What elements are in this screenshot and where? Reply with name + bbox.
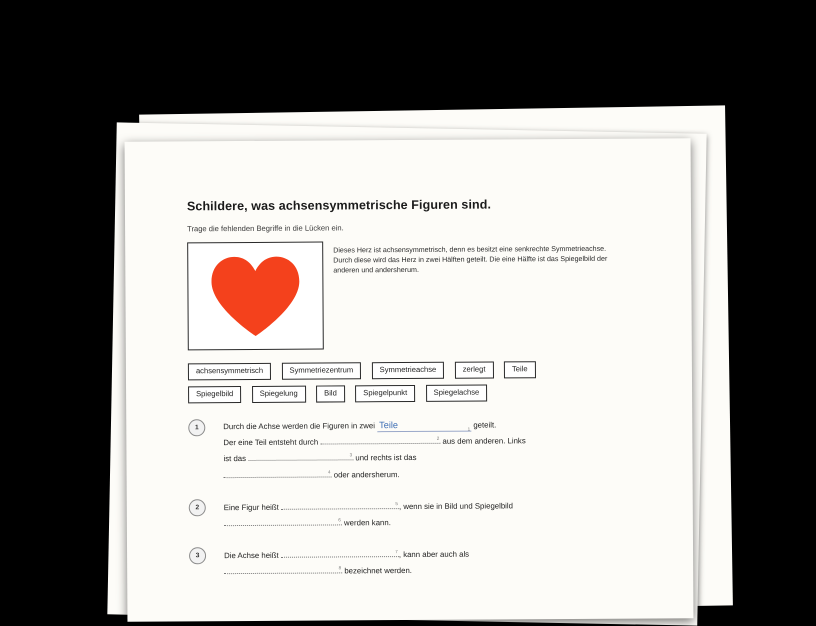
word-chip-bild[interactable]: Bild (316, 385, 345, 402)
word-chip-teile[interactable]: Teile (504, 361, 536, 378)
word-chip-spiegelpunkt[interactable]: Spiegelpunkt (355, 385, 415, 402)
task-1-text-d: aus dem anderen. Links (440, 436, 526, 447)
word-bank-row-1 (188, 361, 628, 382)
answer-field-8[interactable] (224, 563, 342, 575)
worksheet-content (125, 138, 694, 621)
word-chip-symmetriezentrum[interactable]: Symmetriezentrum (281, 362, 361, 379)
figure-box (187, 242, 324, 351)
task-3-text-b: , kann aber auch als (398, 549, 470, 560)
task-1-text-f: und rechts ist das (353, 453, 417, 463)
answer-field-1-value: Teile (379, 420, 399, 431)
blank-marker-4: 4 (327, 469, 331, 475)
task-number-badge: 3 (189, 547, 206, 564)
blank-marker-5: 5 (395, 500, 398, 506)
instruction-text: Trage die fehlenden Begriffe in die Lücken ein. (187, 223, 344, 234)
heart-icon (188, 243, 323, 350)
worksheet-page (125, 138, 694, 621)
figure-caption-line-1: Dieses Herz ist achsensymmetrisch, denn es besitzt eine senkrechte Symmetrieachse. (333, 244, 607, 255)
word-bank-row-2 (188, 384, 628, 405)
task-text (224, 545, 659, 580)
task-1-text-a: Durch die Achse werden die Figuren in zwei (223, 421, 378, 432)
blank-marker-7: 7 (395, 549, 398, 555)
task-text (224, 496, 659, 531)
blank-marker-2: 2 (436, 436, 440, 442)
task-2-text-a: Eine Figur heißt (223, 502, 282, 512)
task-3-text-a: Die Achse heißt (224, 551, 281, 561)
word-chip-zerlegt[interactable]: zerlegt (455, 361, 494, 378)
answer-field-7[interactable] (281, 546, 399, 558)
blank-marker-1: 1 (467, 426, 471, 432)
page-title: Schildere, was achsensymmetrische Figuren sind. (186, 197, 492, 214)
figure-caption (333, 244, 623, 276)
blank-marker-3: 3 (349, 452, 353, 458)
answer-field-2[interactable] (320, 433, 440, 445)
figure-caption-line-2: Durch diese wird das Herz in zwei Hälften geteilt. Die eine Hälfte ist das Spiegelbild der anderen und andersherum. (333, 254, 608, 275)
task-2-text-c: werden kann. (341, 518, 391, 528)
task-item (189, 545, 659, 580)
word-chip-spiegelbild[interactable]: Spiegelbild (188, 386, 241, 403)
answer-field-6[interactable] (224, 514, 342, 526)
task-list (188, 416, 659, 595)
blank-marker-8: 8 (338, 565, 342, 571)
word-chip-spiegelachse[interactable]: Spiegelachse (426, 385, 488, 402)
answer-field-1[interactable] (377, 421, 471, 433)
task-1-text-b: geteilt. (471, 420, 497, 430)
task-number-badge: 2 (189, 499, 206, 516)
word-chip-spiegelung[interactable]: Spiegelung (252, 386, 306, 403)
answer-field-5[interactable] (281, 498, 399, 510)
blank-marker-6: 6 (338, 517, 341, 523)
task-1-text-g: oder andersherum. (331, 469, 400, 480)
task-2-text-b: , wenn sie in Bild und Spiegelbild (398, 501, 514, 511)
task-1-text-e: ist das (223, 454, 249, 464)
task-number-badge: 1 (188, 419, 205, 436)
answer-field-3[interactable] (248, 450, 353, 462)
task-text (223, 416, 658, 482)
task-1-text-c: Der eine Teil entsteht durch (223, 437, 321, 448)
answer-field-4[interactable] (224, 466, 332, 478)
word-chip-achsensymmetrisch[interactable]: achsensymmetrisch (188, 363, 271, 380)
task-item (189, 496, 659, 531)
word-chip-symmetrieachse[interactable]: Symmetrieachse (372, 362, 445, 379)
task-item (188, 416, 658, 483)
task-3-text-c: bezeichnet werden. (342, 566, 412, 576)
